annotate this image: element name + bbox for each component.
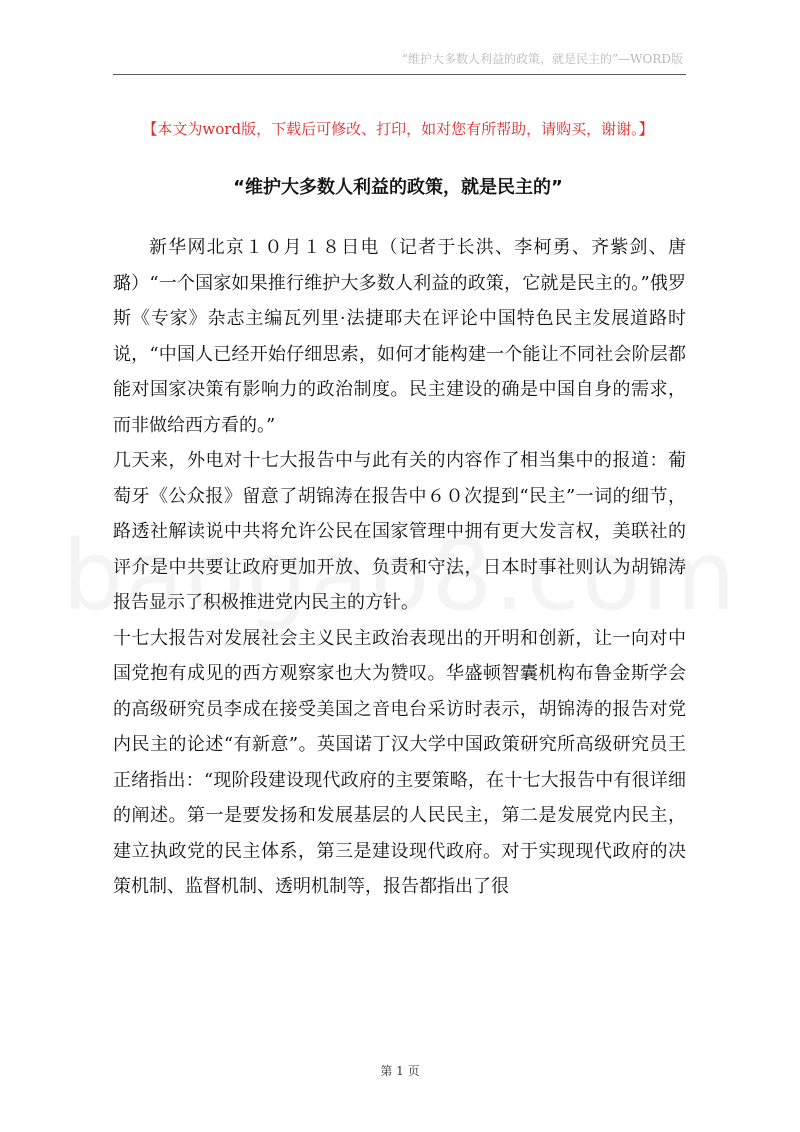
header-divider: [113, 74, 686, 75]
download-notice: 【本文为word版，下载后可修改、打印，如对您有所帮助，请购买，谢谢。】: [142, 120, 654, 138]
paragraph-2: 几天来，外电对十七大报告中与此有关的内容作了相当集中的报道：葡萄牙《公众报》留意了胡锦涛在报告中６０次提到“民主”一词的细节，路透社解读说中共将允许公民在国家管理中拥有更大发言权，美联社的评介是中共要让政府更加开放、负责和守法，日本时事社则认为胡锦涛报告显示了积极推进党内民主的方针。: [113, 450, 686, 613]
page-number: 第 1 页: [380, 1064, 420, 1078]
article-body: [113, 230, 686, 905]
document-title: “维护大多数人利益的政策，就是民主的”: [233, 177, 563, 198]
running-header: “维护大多数人利益的政策，就是民主的”—WORD版: [401, 52, 683, 66]
paragraph-3: 十七大报告对发展社会主义民主政治表现出的开明和创新，让一向对中国党抱有成见的西方观察家也大为赞叹。华盛顿智囊机构布鲁金斯学会的高级研究员李成在接受美国之音电台采访时表示，胡锦涛的报告对党内民主的论述“有新意”。英国诺丁汉大学中国政策研究所高级研究员王正绪指出：“现阶段建设现代政府的主要策略，在十七大报告中有很详细的阐述。第一是要发扬和发展基层的人民民主，第二是发展党内民主，建立执政党的民主体系，第三是建设现代政府。对于实现现代政府的决策机制、监督机制、透明机制等，报告都指出了很: [113, 627, 686, 897]
paragraph-1: 新华网北京１０月１８日电（记者于长洪、李柯勇、齐紫剑、唐璐）“一个国家如果推行维护大多数人利益的政策，它就是民主的。”俄罗斯《专家》杂志主编瓦列里·法捷耶夫在评论中国特色民主发展道路时说，“中国人已经开始仔细思索，如何才能构建一个能让不同社会阶层都能对国家决策有影响力的政治制度。民主建设的确是中国自身的需求，而非做给西方看的。”: [113, 237, 686, 436]
